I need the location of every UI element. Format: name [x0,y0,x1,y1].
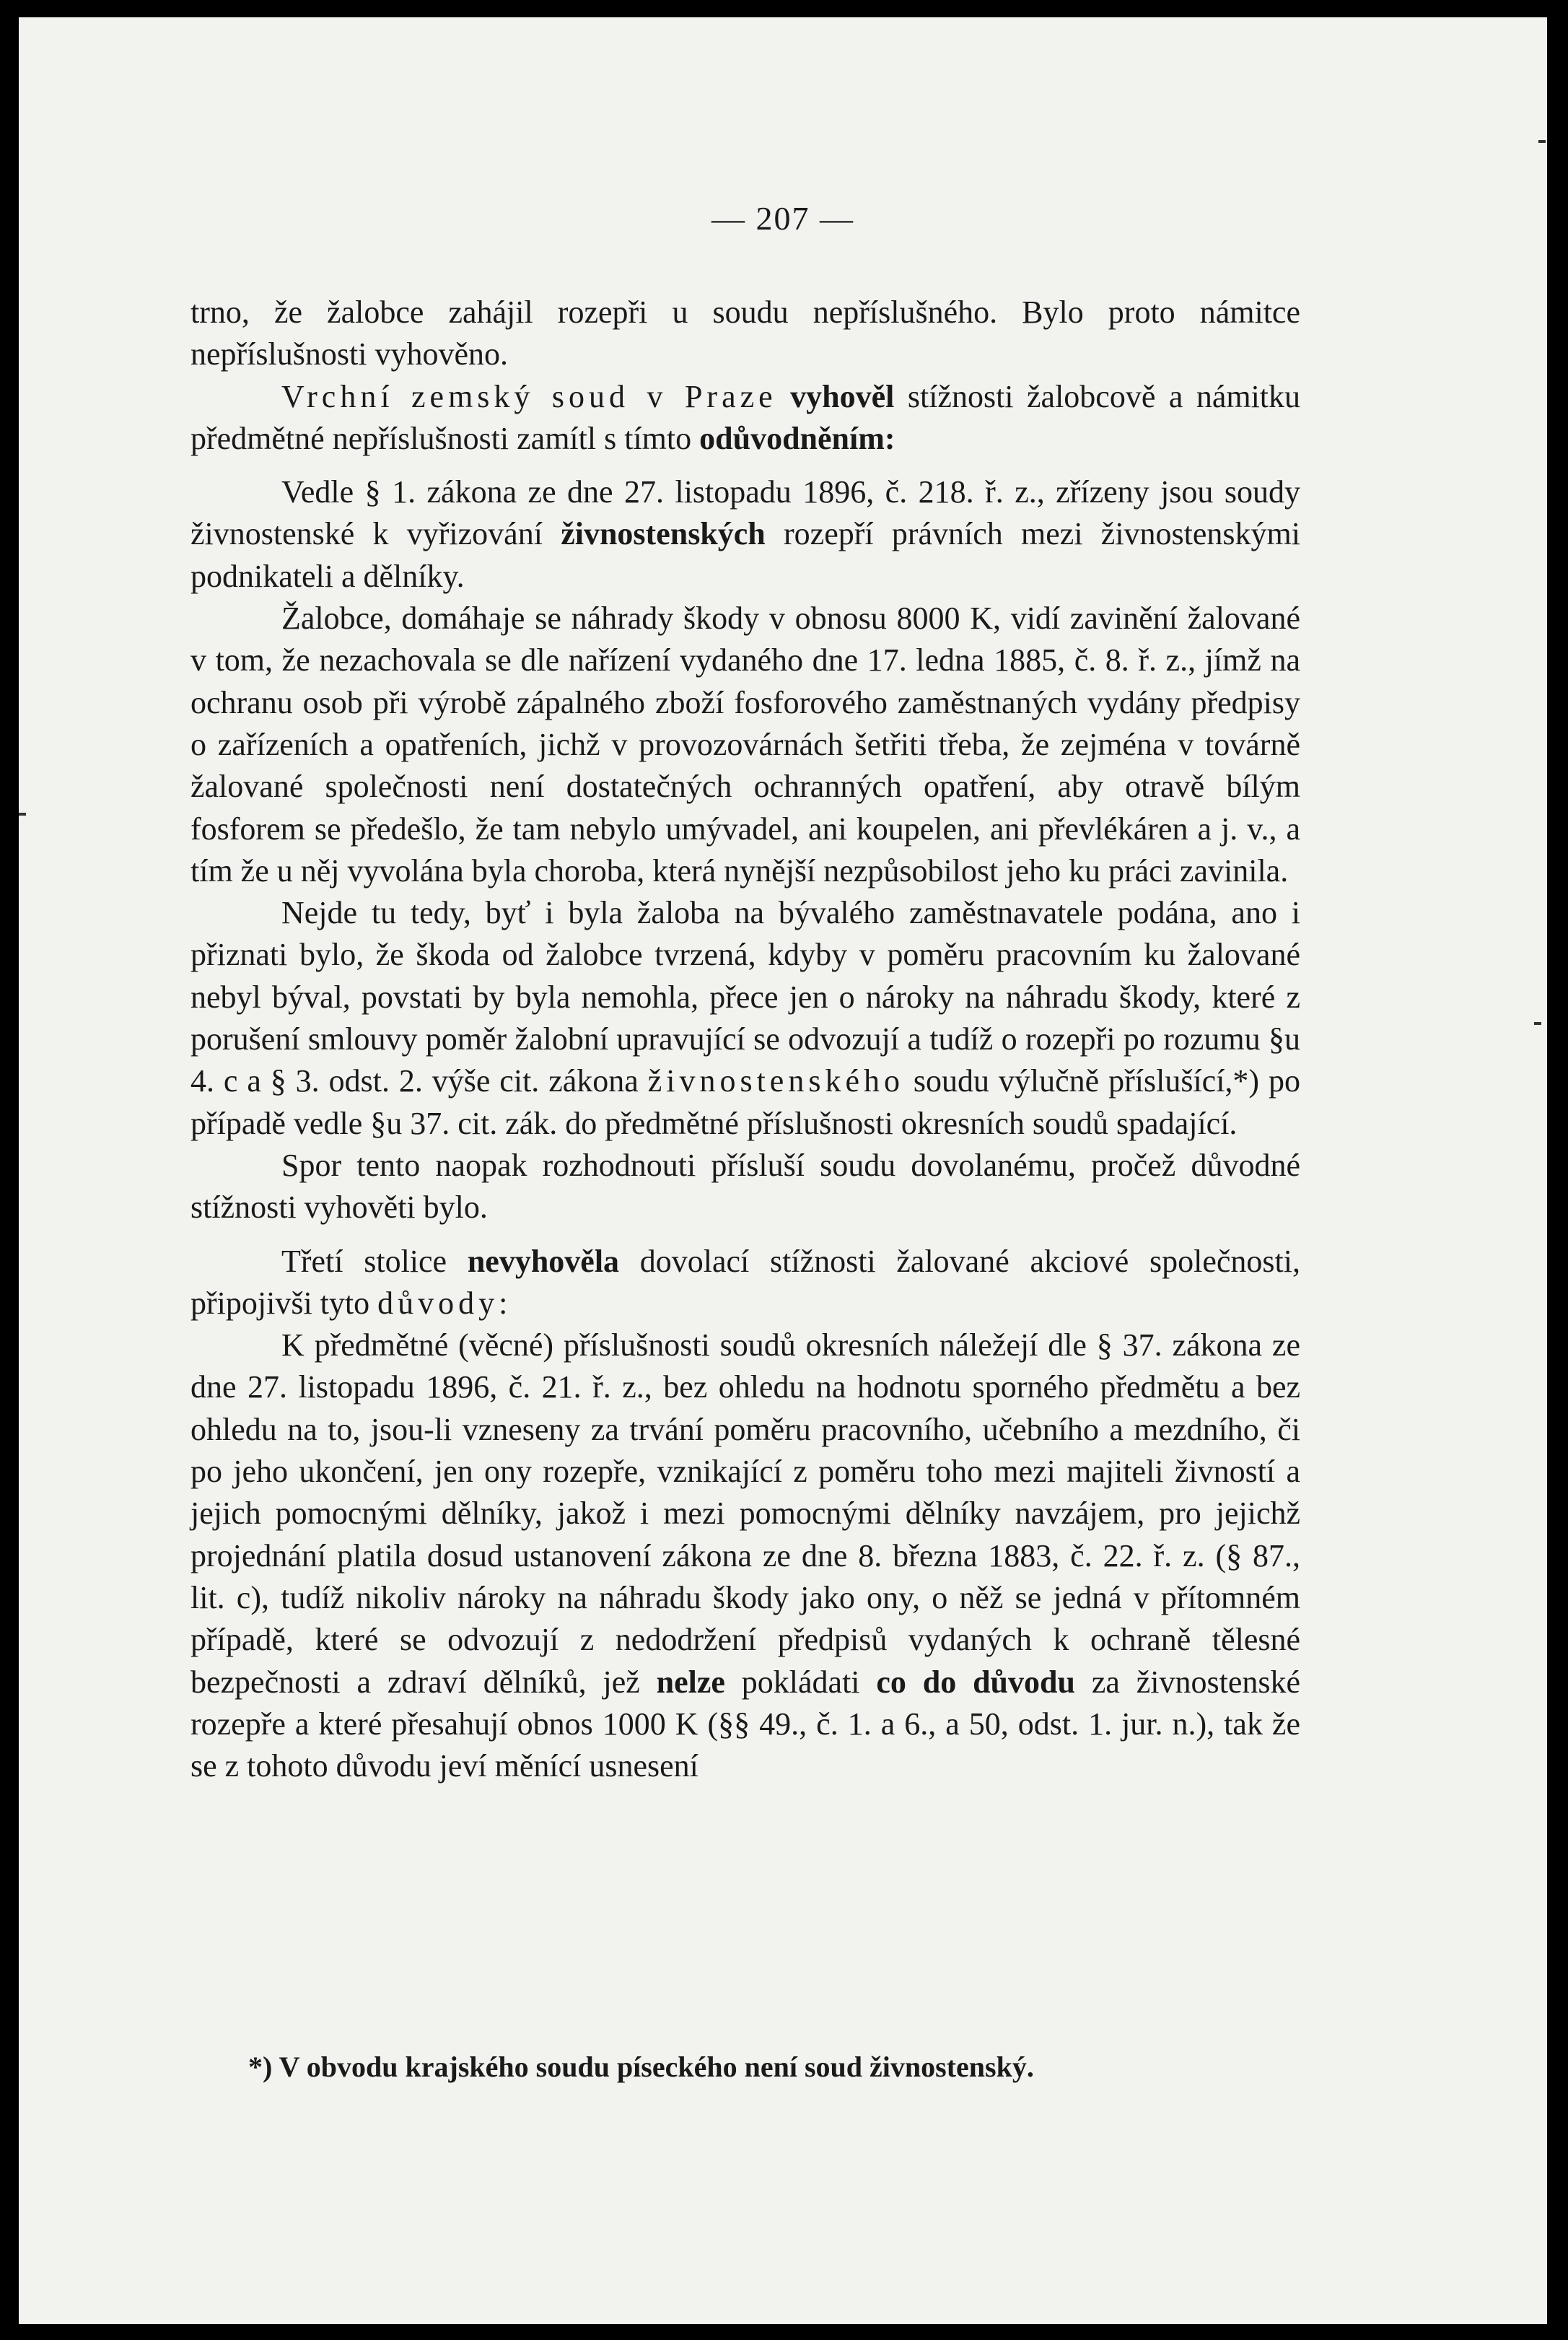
bold-text: co do důvodu [876,1664,1075,1700]
text-run: za živnostenské rozepře a které přesahují obnos 1000 K (§§ 49., č. 1. a 6., a 50, odst. 1. jur. n.), tak že se z tohoto důvodu jeví měnící usnesení [190,1664,1301,1784]
text-run: dovolací stížnosti žalované akciové společnosti, připojivši tyto [190,1243,1300,1321]
bold-text: nevyhověla [467,1243,620,1279]
body-text [190,292,1300,1787]
bold-text: nelze [656,1664,725,1700]
paragraph [190,1145,1300,1229]
paragraph [190,1241,1300,1325]
footnote: *) V obvodu krajského soudu píseckého není soud živnostenský. [248,2051,1034,2083]
text-run: rozepří právních mezi živnostenskými podnikateli a dělníky. [190,516,1300,594]
spaced-text: živnostenského [647,1063,904,1099]
bold-text: živnostenských [561,516,766,552]
edge-mark [1534,1022,1541,1025]
spaced-text: Vrchní zemský soud v Praze [281,378,777,414]
paragraph [190,598,1300,892]
text-run: stížnosti žalobcově a námitku předmětné nepříslušnosti zamítl s tímto [190,378,1301,456]
text-run: Spor tento naopak rozhodnouti přísluší soudu dovolanému, pročež důvodné stížnosti vyhověti bylo. [190,1147,1300,1226]
text-run: K předmětné (věcné) příslušnosti soudů okresních náležejí dle § 37. zákona ze dne 27. listopadu 1896, č. 21. ř. z., bez ohledu na hodnotu sporného předmětu a bez ohledu na to, jsou-li vzneseny za trvání poměru pracovního, učebního a mezdního, či po jeho ukončení, jen ony rozepře, vznikající z poměru toho mezi majiteli živností a jejich pomocnými dělníky, jakož i mezi pomocnými dělníky navzájem, pro jejichž projednání platila dosud ustanovení zákona ze dne 8. března 1883, č. 22. ř. z. (§ 87., lit. c), tudíž nikoliv nároky na náhradu škody jako ony, o něž se jedná v přítomném případě, které se odvozují z nedodržení předpisů vydaných k ochraně tělesné bezpečnosti a zdraví dělníků, jež [190,1327,1300,1700]
bold-text: odůvodněním: [699,420,895,456]
text-run: trno, že žalobce zahájil rozepři u soudu nepříslušného. Bylo proto námitce nepříslušnosti vyhověno. [190,294,1300,372]
text-run [777,379,790,414]
edge-mark [1538,140,1546,143]
spaced-text: důvody: [377,1285,512,1321]
text-run: Třetí stolice [281,1243,468,1279]
text-run: Nejde tu tedy, byť i byla žaloba na bývalého zaměstnavatele podána, ano i přiznati bylo, že škoda od žalobce tvrzená, kdyby v poměru pracovním ku žalované nebyl býval, povstati by byla nemohla, přece jen o nároky na náhradu škody, které z porušení smlouvy poměr žalobní upravující se odvozují a tudíž o rozepři po rozumu §u 4. c a § 3. odst. 2. výše cit. zákona [190,895,1300,1099]
page-number: — 207 — [711,200,854,237]
edge-mark [19,813,26,816]
text-run: Vedle § 1. zákona ze dne 27. listopadu 1896, č. 218. ř. z., zřízeny jsou soudy živnostenské k vyřizování [190,474,1300,552]
paragraph [190,376,1300,460]
paragraph [190,1324,1300,1787]
text-run: Žalobce, domáhaje se náhrady škody v obnosu 8000 K, vidí zavinění žalované v tom, že nezachovala se dle nařízení vydaného dne 17. ledna 1885, č. 8. ř. z., jímž na ochranu osob při výrobě zápalného zboží fosforového zaměstnaných vydány předpisy o zařízeních a opatřeních, jichž v provozovárnách šetřiti třeba, že zejména v továrně žalované společnosti není dostatečných ochranných opatření, aby otravě bílým fosforem se předešlo, že tam nebylo umývadel, ani koupelen, ani převlékáren a j. v., a tím že u něj vyvolána byla choroba, která nynější nezpůsobilost jeho ku práci zavinila. [190,601,1300,889]
document-page [19,17,1547,2324]
paragraph [190,292,1300,376]
bold-text: vyhověl [790,378,895,414]
paragraph [190,892,1300,1145]
text-run: soudu výlučně příslušící,*) po případě vedle §u 37. cit. zák. do předmětné příslušnosti okresních soudů spadající. [190,1063,1300,1141]
text-run: pokládati [724,1664,877,1700]
paragraph [190,471,1300,598]
